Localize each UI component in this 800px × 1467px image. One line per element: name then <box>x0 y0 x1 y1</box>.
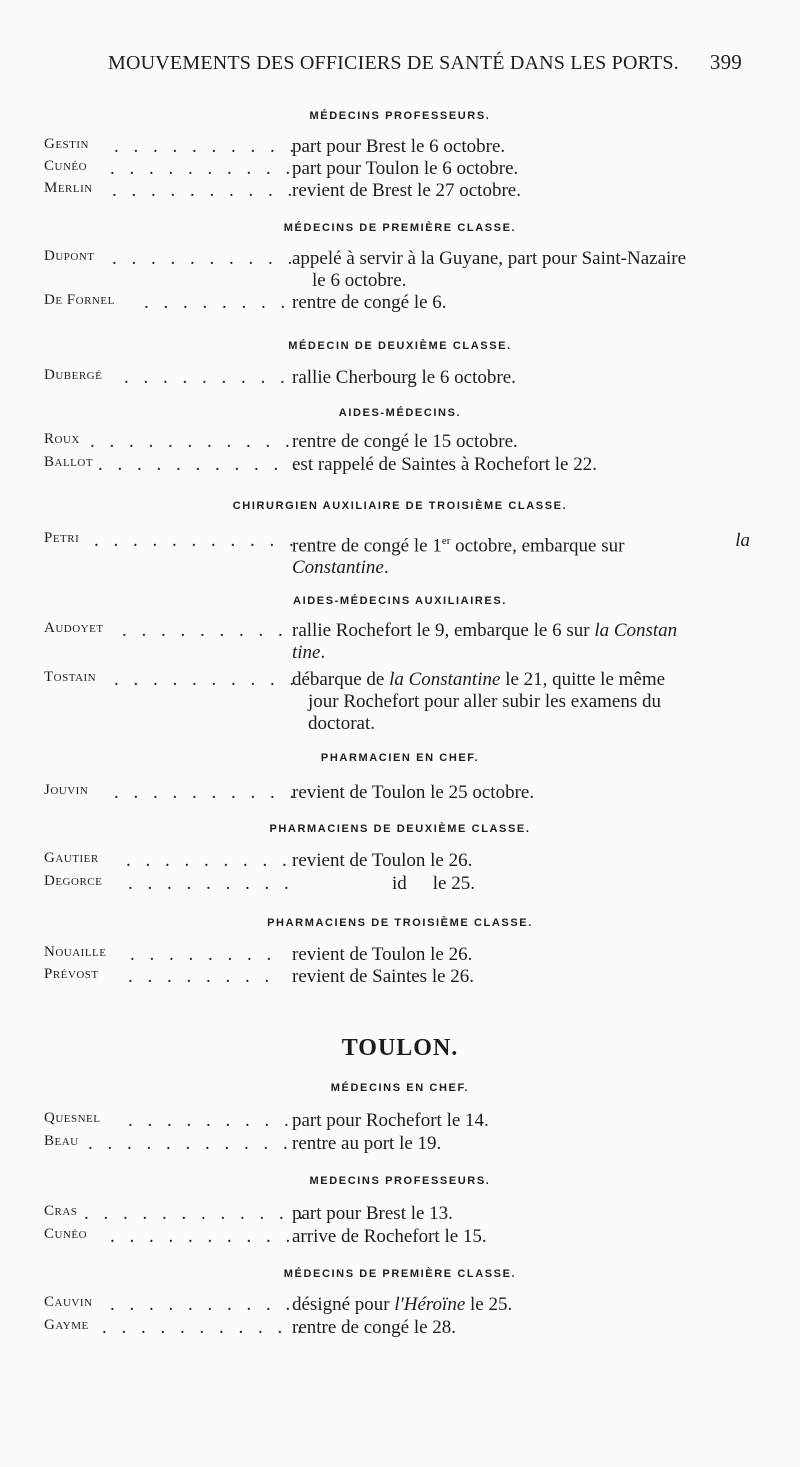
entry-name: Jouvin <box>44 782 89 798</box>
leader-dots: . . . . . . . . . <box>128 1110 294 1131</box>
entry-text-part: . <box>320 642 326 663</box>
entry-text-line: jour Rochefort pour aller subir les examens du <box>308 691 661 712</box>
section-heading: MÉDECINS DE PREMIÈRE CLASSE. <box>283 222 517 234</box>
ship-name: la <box>735 530 750 551</box>
section-heading: CHIRURGIEN AUXILIAIRE DE TROISIÈME CLASSE. <box>232 500 568 512</box>
entry-name: Nouaille <box>44 944 107 960</box>
ditto-mark: id <box>392 873 407 894</box>
entry-text: part pour Rochefort le 14. <box>292 1110 489 1131</box>
entry-text-part: . <box>383 557 389 579</box>
entry-text-part: le 21, quitte le même <box>500 669 666 690</box>
entry-text: est rappelé de Saintes à Rochefort le 22. <box>292 454 597 475</box>
section-heading: MÉDECIN DE DEUXIÈME CLASSE. <box>288 340 512 352</box>
entry-text: revient de Toulon le 26. <box>292 944 473 965</box>
ship-name: la Constan <box>594 620 678 641</box>
leader-dots: . . . . . . . . . <box>122 620 288 641</box>
entry-text: revient de Saintes le 26. <box>292 966 475 987</box>
page-number: 399 <box>709 50 742 74</box>
entry-text <box>292 620 750 664</box>
leader-dots: . . . . . . . . . . <box>110 1226 296 1247</box>
ship-name: Constantine <box>292 557 384 579</box>
entry-name: Gautier <box>44 850 99 866</box>
leader-dots: . . . . . . . . . . <box>114 782 300 803</box>
entry-name: Merlin <box>44 180 93 196</box>
entry-name: Dupont <box>44 248 95 264</box>
entry-text: rallie Cherbourg le 6 octobre. <box>292 367 516 388</box>
leader-dots: . . . . . . . . . . . <box>102 1317 307 1338</box>
entry-text-part: débarque de <box>292 669 390 690</box>
section-heading: MÉDECINS PROFESSEURS. <box>309 110 491 122</box>
entry-text: rentre de congé le 28. <box>292 1317 457 1338</box>
entry-name: Beau <box>44 1133 79 1149</box>
entry-text: revient de Toulon le 26. <box>292 850 473 871</box>
leader-dots: . . . . . . . . . . . <box>88 1133 293 1154</box>
entry-text <box>292 873 750 895</box>
entry-name: Ballot <box>44 454 94 470</box>
entry-text: rentre de congé le 6. <box>292 292 447 313</box>
leader-dots: . . . . . . . . <box>130 944 277 965</box>
leader-dots: . . . . . . . . . . . <box>98 454 303 475</box>
entry-name: Tostain <box>44 669 97 685</box>
entry-name: Cras <box>44 1203 78 1219</box>
entry-name: Degorce <box>44 873 103 889</box>
leader-dots: . . . . . . . . . . <box>112 248 298 269</box>
entry-text-part: rallie Rochefort le 9, embarque le 6 sur <box>292 620 595 641</box>
entry-text: part pour Brest le 13. <box>292 1203 453 1224</box>
leader-dots: . . . . . . . . . . . <box>90 431 295 452</box>
section-heading: MEDECINS PROFESSEURS. <box>309 1175 491 1187</box>
leader-dots: . . . . . . . . <box>128 966 275 987</box>
leader-dots: . . . . . . . . . . <box>112 180 298 201</box>
entry-text: revient de Brest le 27 octobre. <box>292 180 521 201</box>
section-heading: MÉDECINS EN CHEF. <box>330 1082 470 1094</box>
entry-text-line: le 6 octobre. <box>312 270 407 291</box>
entry-name: Cunéo <box>44 158 88 174</box>
leader-dots: . . . . . . . . . <box>124 367 290 388</box>
entry-name: Gayme <box>44 1317 89 1333</box>
entry-name: Audoyet <box>44 620 104 636</box>
section-heading: PHARMACIENS DE TROISIÈME CLASSE. <box>267 917 533 929</box>
entry-text-line: appelé à servir à la Guyane, part pour Saint-Nazaire <box>292 248 687 269</box>
entry-name: Quesnel <box>44 1110 101 1126</box>
entry-text-part: le 25. <box>465 1294 513 1315</box>
entry-name: Prévost <box>44 966 99 982</box>
entry-text-part: octobre, embarque sur <box>450 535 625 557</box>
leader-dots: . . . . . . . . . . <box>110 158 296 179</box>
entry-text <box>292 1294 750 1316</box>
leader-dots: . . . . . . . . . . <box>114 136 300 157</box>
entry-text <box>292 248 750 292</box>
ship-name: l'Héroïne <box>394 1294 466 1315</box>
leader-dots: . . . . . . . . . . <box>114 669 300 690</box>
running-head <box>108 50 742 75</box>
leader-dots: . . . . . . . . <box>144 292 291 313</box>
entry-text: revient de Toulon le 25 octobre. <box>292 782 535 803</box>
leader-dots: . . . . . . . . . <box>128 873 294 894</box>
section-heading: PHARMACIEN EN CHEF. <box>320 752 480 764</box>
entry-text: part pour Toulon le 6 octobre. <box>292 158 519 179</box>
entry-name: Cauvin <box>44 1294 93 1310</box>
section-heading: PHARMACIENS DE DEUXIÈME CLASSE. <box>269 823 531 835</box>
ship-name: la Constantine <box>389 669 501 690</box>
entry-text-part: rentre de congé le 1 <box>292 535 442 557</box>
leader-dots: . . . . . . . . . . . . <box>84 1203 309 1224</box>
entry-name: Dubergé <box>44 367 103 383</box>
section-heading: AIDES-MÉDECINS AUXILIAIRES. <box>293 595 507 607</box>
superscript: er <box>441 535 451 547</box>
leader-dots: . . . . . . . . . . <box>110 1294 296 1315</box>
entry-text: part pour Brest le 6 octobre. <box>292 136 506 157</box>
entry-name: Cunéo <box>44 1226 88 1242</box>
entry-name: Gestin <box>44 136 89 152</box>
ship-name: tine <box>292 642 321 663</box>
entry-text-part: le 25. <box>432 873 475 894</box>
section-heading: AIDES-MÉDECINS. <box>338 407 462 419</box>
entry-text <box>292 530 750 579</box>
entry-text: arrive de Rochefort le 15. <box>292 1226 487 1247</box>
entry-text <box>292 669 750 735</box>
city-heading: TOULON. <box>341 1035 459 1061</box>
leader-dots: . . . . . . . . . <box>126 850 292 871</box>
entry-text-part: désigné pour <box>292 1294 395 1315</box>
leader-dots: . . . . . . . . . . . <box>94 530 299 551</box>
entry-name: Roux <box>44 431 80 447</box>
section-heading: MÉDECINS DE PREMIÈRE CLASSE. <box>283 1268 517 1280</box>
entry-name: De Fornel <box>44 292 115 308</box>
entry-text: rentre de congé le 15 octobre. <box>292 431 518 452</box>
entry-text: rentre au port le 19. <box>292 1133 442 1154</box>
entry-name: Petri <box>44 530 80 546</box>
page-title: MOUVEMENTS DES OFFICIERS DE SANTÉ DANS LES PORTS. <box>108 52 679 74</box>
entry-text-line: doctorat. <box>308 713 376 734</box>
